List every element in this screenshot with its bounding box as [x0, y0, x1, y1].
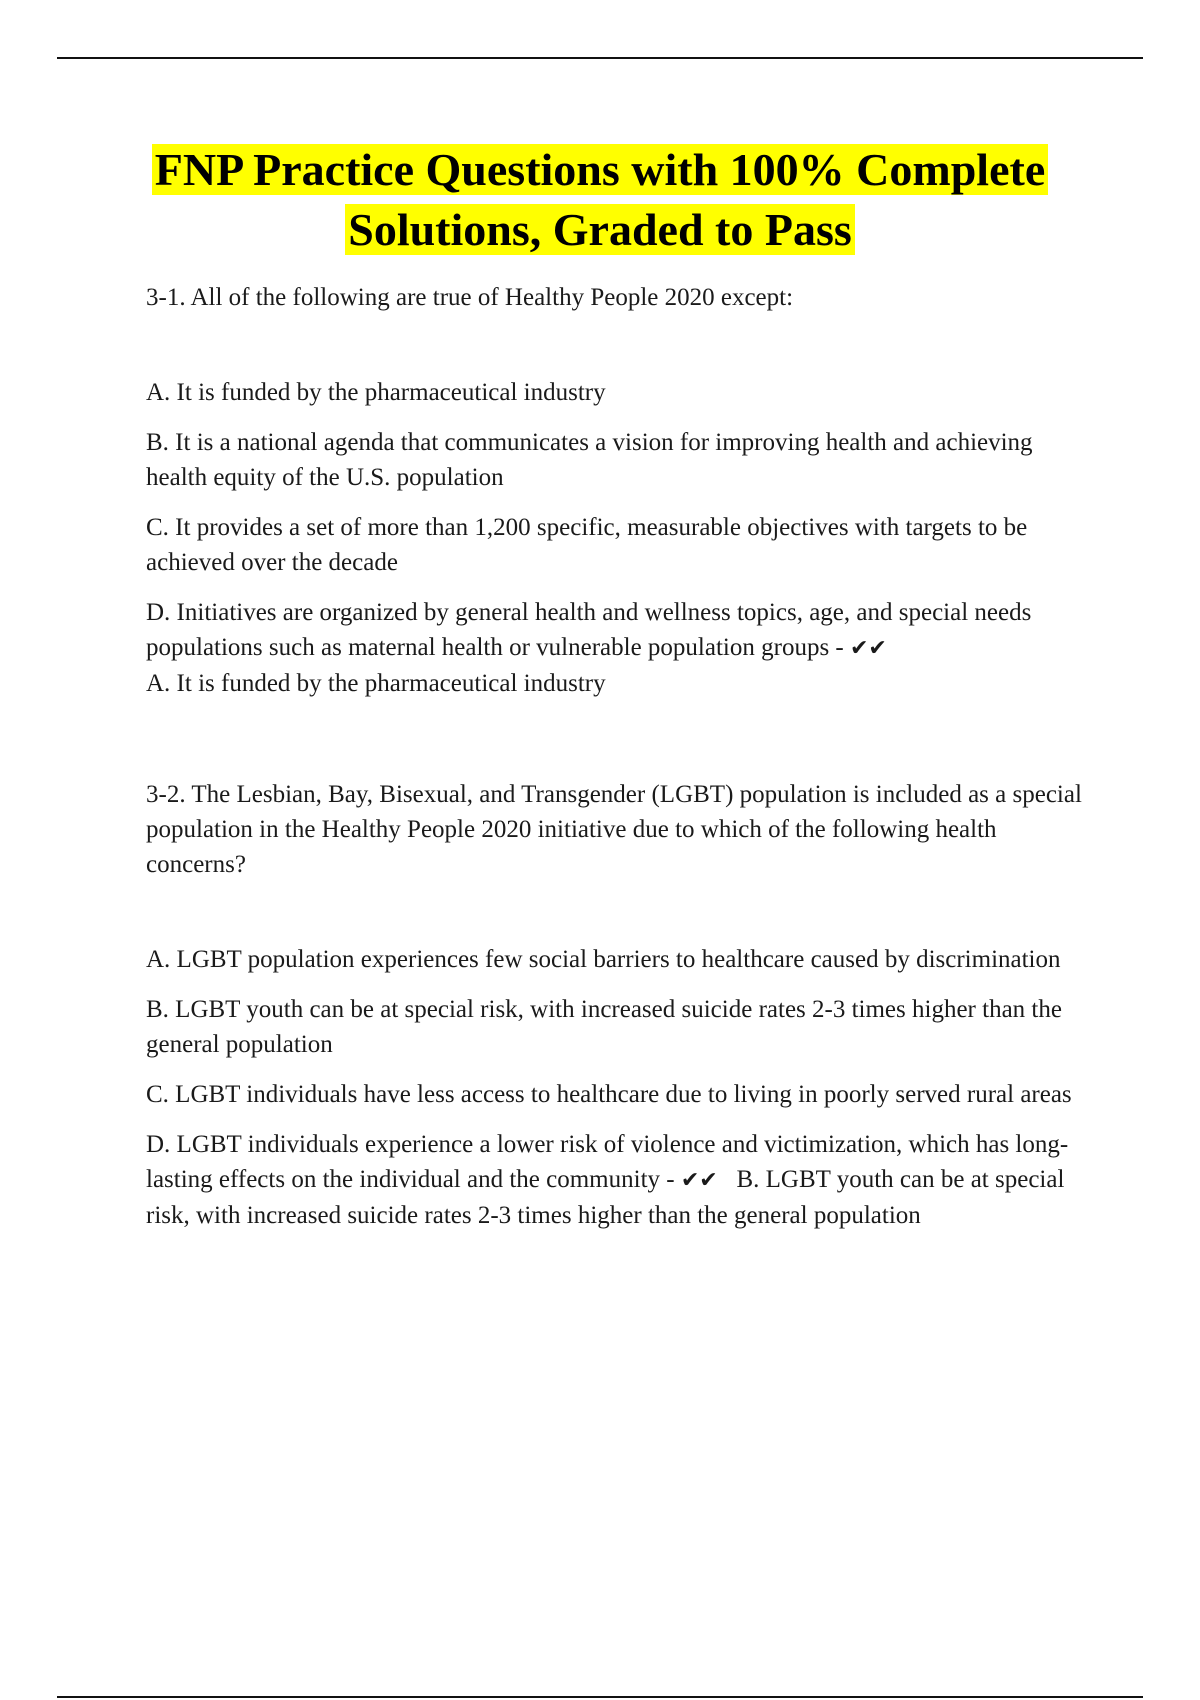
answer-option-b: B. LGBT youth can be at special risk, with increased suicide rates 2-3 times higher than the general population — [146, 996, 1062, 1058]
answer-option-d-with-solution — [146, 595, 1096, 701]
check-mark-icon: ✔✔ — [680, 1168, 718, 1193]
question-prompt: 3-1. All of the following are true of Healthy People 2020 except: — [146, 284, 794, 311]
answer-option-d: D. LGBT individuals experience a lower risk of violence and victimization, which has long-lasting effects on the individual and the community - — [146, 1131, 1069, 1193]
answer-option-d-with-solution — [146, 1127, 1096, 1233]
answer-option-a: A. It is funded by the pharmaceutical industry — [146, 379, 606, 406]
answer-option-a: A. LGBT population experiences few social barriers to healthcare caused by discrimination — [146, 946, 1061, 973]
question-block-2 — [146, 777, 1096, 1233]
correct-answer: B. LGBT youth can be at special risk, with increased suicide rates 2-3 times higher than the general population — [146, 1166, 1065, 1229]
document-body — [146, 280, 1096, 1233]
bottom-rule — [57, 1696, 1143, 1698]
question-prompt: 3-2. The Lesbian, Bay, Bisexual, and Transgender (LGBT) population is included as a special population in the Healthy People 2020 initiative due to which of the following health concerns? — [146, 781, 1082, 878]
question-block-1 — [146, 280, 1096, 701]
answer-option-b: B. It is a national agenda that communicates a vision for improving health and achieving health equity of the U.S. population — [146, 429, 1033, 491]
answer-option-d: D. Initiatives are organized by general health and wellness topics, age, and special needs populations such as maternal health or vulnerable population groups - — [146, 599, 1032, 661]
document-title — [80, 140, 1120, 260]
title-line-2: Solutions, Graded to Pass — [345, 204, 855, 255]
answer-option-c: C. LGBT individuals have less access to healthcare due to living in poorly served rural areas — [146, 1081, 1072, 1108]
correct-answer: A. It is funded by the pharmaceutical industry — [146, 670, 606, 697]
check-mark-icon: ✔✔ — [850, 636, 887, 661]
answer-option-c: C. It provides a set of more than 1,200 specific, measurable objectives with targets to be achieved over the decade — [146, 514, 1028, 576]
title-line-1: FNP Practice Questions with 100% Complete — [152, 144, 1048, 195]
top-rule — [57, 57, 1143, 59]
